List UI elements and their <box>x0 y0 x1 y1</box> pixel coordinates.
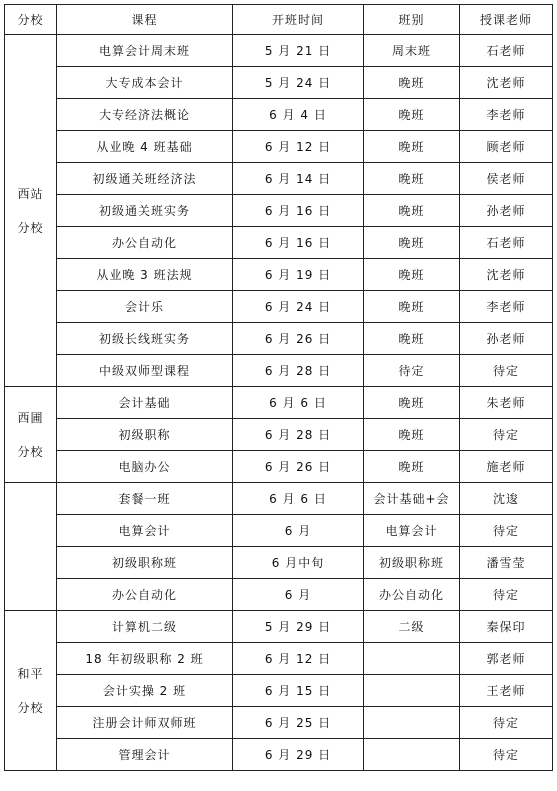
start-time-cell: 5 月 29 日 <box>233 611 364 643</box>
start-time-cell: 6 月 14 日 <box>233 163 364 195</box>
campus-name-line: 分校 <box>17 220 44 235</box>
class-type-cell <box>364 739 460 771</box>
start-time-cell: 6 月 19 日 <box>233 259 364 291</box>
course-cell: 大专经济法概论 <box>57 99 233 131</box>
start-time-cell: 6 月 26 日 <box>233 323 364 355</box>
teacher-cell: 王老师 <box>460 675 553 707</box>
table-row <box>5 99 553 131</box>
campus-name-line: 分校 <box>17 700 44 715</box>
teacher-cell: 施老师 <box>460 451 553 483</box>
class-type-cell: 晚班 <box>364 195 460 227</box>
teacher-cell: 孙老师 <box>460 195 553 227</box>
start-time-cell: 6 月 29 日 <box>233 739 364 771</box>
teacher-cell: 沈逡 <box>460 483 553 515</box>
table-row <box>5 323 553 355</box>
table-row <box>5 387 553 419</box>
table-row <box>5 67 553 99</box>
class-type-cell <box>364 643 460 675</box>
table-row <box>5 291 553 323</box>
start-time-cell: 6 月 25 日 <box>233 707 364 739</box>
teacher-cell: 待定 <box>460 355 553 387</box>
class-type-cell: 电算会计 <box>364 515 460 547</box>
table-row <box>5 611 553 643</box>
table-row <box>5 515 553 547</box>
table-row <box>5 227 553 259</box>
course-cell: 电算会计 <box>57 515 233 547</box>
teacher-cell: 郭老师 <box>460 643 553 675</box>
header-start-time: 开班时间 <box>233 5 364 35</box>
class-type-cell <box>364 707 460 739</box>
header-course: 课程 <box>57 5 233 35</box>
table-row <box>5 739 553 771</box>
class-type-cell: 晚班 <box>364 259 460 291</box>
course-cell: 会计实操 2 班 <box>57 675 233 707</box>
start-time-cell: 6 月 16 日 <box>233 195 364 227</box>
table-row <box>5 643 553 675</box>
class-type-cell <box>364 675 460 707</box>
course-cell: 电算会计周末班 <box>57 35 233 67</box>
header-teacher: 授课老师 <box>460 5 553 35</box>
table-row <box>5 131 553 163</box>
course-cell: 大专成本会计 <box>57 67 233 99</box>
course-cell: 套餐一班 <box>57 483 233 515</box>
course-cell: 18 年初级职称 2 班 <box>57 643 233 675</box>
table-row <box>5 675 553 707</box>
course-cell: 计算机二级 <box>57 611 233 643</box>
teacher-cell: 待定 <box>460 419 553 451</box>
start-time-cell: 6 月 6 日 <box>233 483 364 515</box>
class-type-cell: 晚班 <box>364 387 460 419</box>
class-type-cell: 晚班 <box>364 419 460 451</box>
class-type-cell: 晚班 <box>364 131 460 163</box>
teacher-cell: 李老师 <box>460 99 553 131</box>
start-time-cell: 6 月 15 日 <box>233 675 364 707</box>
teacher-cell: 侯老师 <box>460 163 553 195</box>
class-type-cell: 晚班 <box>364 291 460 323</box>
teacher-cell: 待定 <box>460 579 553 611</box>
table-row <box>5 259 553 291</box>
start-time-cell: 6 月 <box>233 515 364 547</box>
header-campus: 分校 <box>5 5 57 35</box>
course-cell: 中级双师型课程 <box>57 355 233 387</box>
course-cell: 初级职称班 <box>57 547 233 579</box>
table-body <box>5 5 553 771</box>
start-time-cell: 6 月 6 日 <box>233 387 364 419</box>
course-cell: 从业晚 4 班基础 <box>57 131 233 163</box>
class-type-cell: 晚班 <box>364 99 460 131</box>
teacher-cell: 秦保印 <box>460 611 553 643</box>
header-class-type: 班别 <box>364 5 460 35</box>
start-time-cell: 5 月 24 日 <box>233 67 364 99</box>
class-type-cell: 晚班 <box>364 227 460 259</box>
table-row <box>5 163 553 195</box>
class-type-cell: 晚班 <box>364 163 460 195</box>
course-cell: 初级通关班实务 <box>57 195 233 227</box>
start-time-cell: 6 月 4 日 <box>233 99 364 131</box>
teacher-cell: 待定 <box>460 739 553 771</box>
teacher-cell: 待定 <box>460 515 553 547</box>
start-time-cell: 6 月 12 日 <box>233 131 364 163</box>
campus-cell <box>5 387 57 483</box>
campus-cell <box>5 483 57 611</box>
start-time-cell: 6 月 26 日 <box>233 451 364 483</box>
campus-cell <box>5 35 57 387</box>
start-time-cell: 6 月 <box>233 579 364 611</box>
start-time-cell: 6 月 12 日 <box>233 643 364 675</box>
campus-name-line: 西站 <box>17 186 44 201</box>
table-row <box>5 547 553 579</box>
class-type-cell: 晚班 <box>364 67 460 99</box>
header-row <box>5 5 553 35</box>
start-time-cell: 6 月 28 日 <box>233 419 364 451</box>
course-cell: 管理会计 <box>57 739 233 771</box>
teacher-cell: 顾老师 <box>460 131 553 163</box>
course-cell: 办公自动化 <box>57 579 233 611</box>
table-row <box>5 579 553 611</box>
teacher-cell: 朱老师 <box>460 387 553 419</box>
class-type-cell: 会计基础+会 <box>364 483 460 515</box>
teacher-cell: 沈老师 <box>460 259 553 291</box>
table-row <box>5 355 553 387</box>
start-time-cell: 5 月 21 日 <box>233 35 364 67</box>
table-row <box>5 195 553 227</box>
teacher-cell: 石老师 <box>460 227 553 259</box>
class-type-cell: 待定 <box>364 355 460 387</box>
campus-name-line: 分校 <box>17 444 44 459</box>
table-row <box>5 483 553 515</box>
course-cell: 初级职称 <box>57 419 233 451</box>
teacher-cell: 待定 <box>460 707 553 739</box>
course-cell: 会计乐 <box>57 291 233 323</box>
course-cell: 电脑办公 <box>57 451 233 483</box>
class-type-cell: 初级职称班 <box>364 547 460 579</box>
class-type-cell: 晚班 <box>364 451 460 483</box>
start-time-cell: 6 月 28 日 <box>233 355 364 387</box>
teacher-cell: 潘雪莹 <box>460 547 553 579</box>
course-cell: 会计基础 <box>57 387 233 419</box>
course-cell: 初级通关班经济法 <box>57 163 233 195</box>
course-schedule-table <box>4 4 553 771</box>
teacher-cell: 孙老师 <box>460 323 553 355</box>
table-row <box>5 419 553 451</box>
class-type-cell: 周末班 <box>364 35 460 67</box>
start-time-cell: 6 月中旬 <box>233 547 364 579</box>
course-cell: 办公自动化 <box>57 227 233 259</box>
course-cell: 从业晚 3 班法规 <box>57 259 233 291</box>
start-time-cell: 6 月 16 日 <box>233 227 364 259</box>
class-type-cell: 晚班 <box>364 323 460 355</box>
table-row <box>5 35 553 67</box>
table-row <box>5 451 553 483</box>
campus-name-line: 西圃 <box>17 410 44 425</box>
course-cell: 注册会计师双师班 <box>57 707 233 739</box>
start-time-cell: 6 月 24 日 <box>233 291 364 323</box>
class-type-cell: 办公自动化 <box>364 579 460 611</box>
table-row <box>5 707 553 739</box>
teacher-cell: 沈老师 <box>460 67 553 99</box>
class-type-cell: 二级 <box>364 611 460 643</box>
campus-cell <box>5 611 57 771</box>
teacher-cell: 石老师 <box>460 35 553 67</box>
campus-name-line: 和平 <box>17 666 44 681</box>
teacher-cell: 李老师 <box>460 291 553 323</box>
course-cell: 初级长线班实务 <box>57 323 233 355</box>
